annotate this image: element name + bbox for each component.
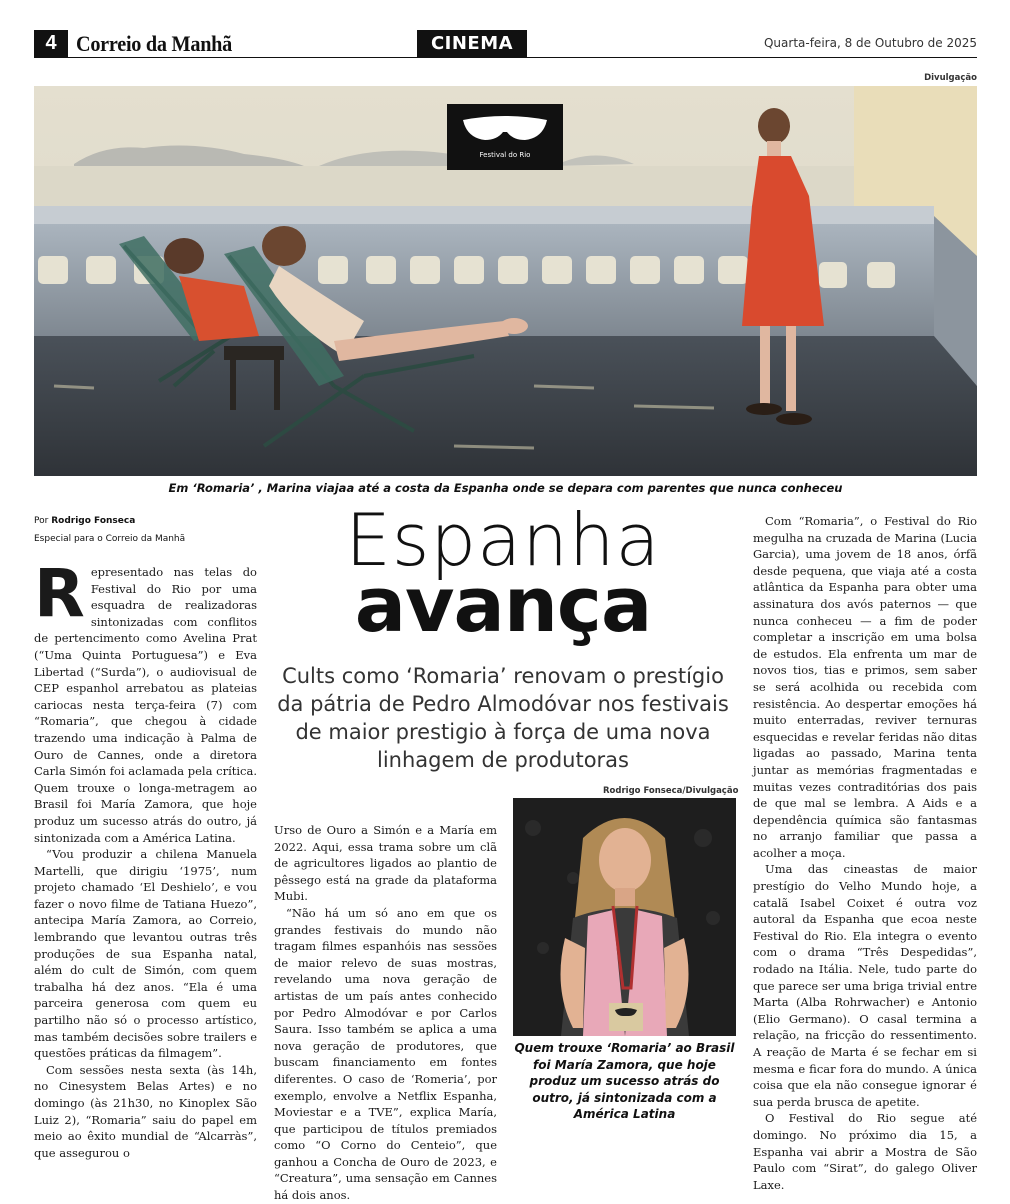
article-paragraph: Urso de Ouro a Simón e a María em 2022. Aqui, essa trama sobre um clã de agricultores ligados ao plantio de pêssego está na grade da plataforma Mubi. xyxy=(274,823,497,904)
article-column-3 xyxy=(753,513,977,1193)
article-column-1 xyxy=(34,555,257,1161)
portrait-photo xyxy=(513,798,736,1036)
article-paragraph: Com sessões nesta sexta (às 14h, no Cinesystem Belas Artes) e no domingo (às 21h30, no Kinoplex São Luiz 2), “Romaria” saiu do papel em meio ao êxito mundial de “Alcarràs”, que assegurou o xyxy=(34,1062,257,1160)
main-photo-credit: Divulgação xyxy=(924,73,977,83)
article-paragraph: Uma das cineastas de maior prestígio do Velho Mundo hoje, a catalã Isabel Coixet é outra voz autoral da Espanha que ecoa neste Festival do Rio. Ela integra o evento com o drama “Três Despedidas”, rodado na Itália. Nele, tudo parte do que parece ser uma briga trivial entre Marta (Alba Rohrwacher) e Antonio (Elio Germano). O casal termina a relação, na fricção do ressentimento. A reação de Marta é se fechar em si mesma e ficar fora do mundo. A única coisa que ela não consegue ignorar é sua perda brusca de apetite. xyxy=(753,862,977,1109)
article-paragraph: “Não há um só ano em que os grandes festivais do mundo não tragam filmes espanhóis nas sessões de maior relevo de suas mostras, revelando uma nova geração de artistas de um país antes conhecido por Pedro Almodóvar e por Carlos Saura. Isso também se aplica a uma nova geração de produtores, que buscam financiamento em fontes diferentes. O caso de ‘Romeria’, por exemplo, envolve a Netflix Espanha, Moviestar e a TVE”, explica María, que participou de títulos premiados como “O Corno do Centeio”, que ganhou a Concha de Ouro de 2023, e “Creatura”, uma sensação em Cannes há dois anos. xyxy=(274,905,497,1203)
byline-author: Rodrigo Fonseca xyxy=(51,516,136,526)
main-photo-caption: Em ‘Romaria’ , Marina viajaa até a costa da Espanha onde se depara com parentes que nunca conheceu xyxy=(168,481,843,495)
article-paragraph: Com “Romaria”, o Festival do Rio megulha na cruzada de Marina (Lucia Garcia), uma jovem de 18 anos, órfã desde pequena, que viaja até a costa atlântica da Espanha para obter uma assinatura dos avós paternos — que nunca conheceu — a fim de poder completar a inscrição em uma bolsa de estudos. Ela enfrenta um mar de novos tios, tias e primos, sem saber se será acolhida ou recebida com resistência. Ao despertar emoções há muito enterradas, reviver ternuras esquecidas e revelar feridas não ditas ligadas ao passado, Marina tenta juntar as memórias fragmentadas e muitas vezes contraditórias dos pais de que mal se lembra. A Aids e a dependência química são fantasmas no arranjo familiar que passa a acolher a moça. xyxy=(753,514,977,860)
festival-logo-mark-icon xyxy=(447,104,563,170)
portrait-illustration xyxy=(513,798,736,1036)
festival-logo xyxy=(447,104,563,170)
main-photo xyxy=(34,86,977,476)
headline-line-2: avança xyxy=(354,560,652,649)
page-header xyxy=(34,30,977,58)
article-paragraph: Representado nas telas do Festival do Rio por uma esquadra de realizadoras sintonizadas com conflitos de pertencimento como Avelina Prat (“Uma Quinta Portuguesa”) e Eva Libertad (“Surda”), o audiovisual de CEP espanhol arrebatou as plateias cariocas nesta terça-feira (7) com “Romaria”, que chegou à cidade trazendo uma indicação à Palma de Ouro de Cannes, onde a diretora Carla Simón foi aclamada pela crítica. Quem trouxe o longa-metragem ao Brasil foi María Zamora, que hoje produz um sucesso atrás do outro, já sintonizada com a América Latina. xyxy=(34,555,257,845)
article-column-2 xyxy=(274,822,497,1204)
byline xyxy=(34,516,135,526)
page-number: 4 xyxy=(34,30,68,57)
festival-logo-text: Festival do Rio xyxy=(479,151,531,159)
issue-date: Quarta-feira, 8 de Outubro de 2025 xyxy=(763,36,977,50)
article-paragraph: O Festival do Rio segue até domingo. No próximo dia 15, a Espanha vai abrir a Mostra de São Paulo com “Sirat”, do galego Oliver Laxe. xyxy=(753,1111,977,1192)
headline-deck: Cults como ‘Romaria’ renovam o prestígio da pátria de Pedro Almodóvar nos festivais de maior prestigio à força de uma nova linhagem de produtoras xyxy=(277,664,729,772)
drop-cap: R xyxy=(34,555,85,632)
newspaper-name: Correio da Manhã xyxy=(76,31,233,56)
portrait-caption: Quem trouxe ‘Romaria’ ao Brasil foi María Zamora, que hoje produz um sucesso atrás do outro, já sintonizada com a América Latina xyxy=(514,1041,735,1121)
portrait-credit: Rodrigo Fonseca/Divulgação xyxy=(603,786,739,796)
section-label: CINEMA xyxy=(417,30,527,57)
article-paragraph: “Vou produzir a chilena Manuela Martelli, que dirigiu ‘1975’, num projeto chamado ‘El Deshielo’, e vou fazer o novo filme de Tatiana Huezo”, antecipa María Zamora, ao Correio, lembrando que levantou outras três produções de sua Espanha natal, além do cult de Simón, com quem trabalha há dez anos. “Ela é uma parceira generosa com quem eu partilho não só o processo artístico, mas também decisões sobre trailers e questões práticas da filmagem”. xyxy=(34,847,257,1061)
byline-note: Especial para o Correio da Manhã xyxy=(34,534,186,544)
headline-line-1: Espanha xyxy=(345,498,661,582)
byline-prefix: Por xyxy=(34,516,49,526)
